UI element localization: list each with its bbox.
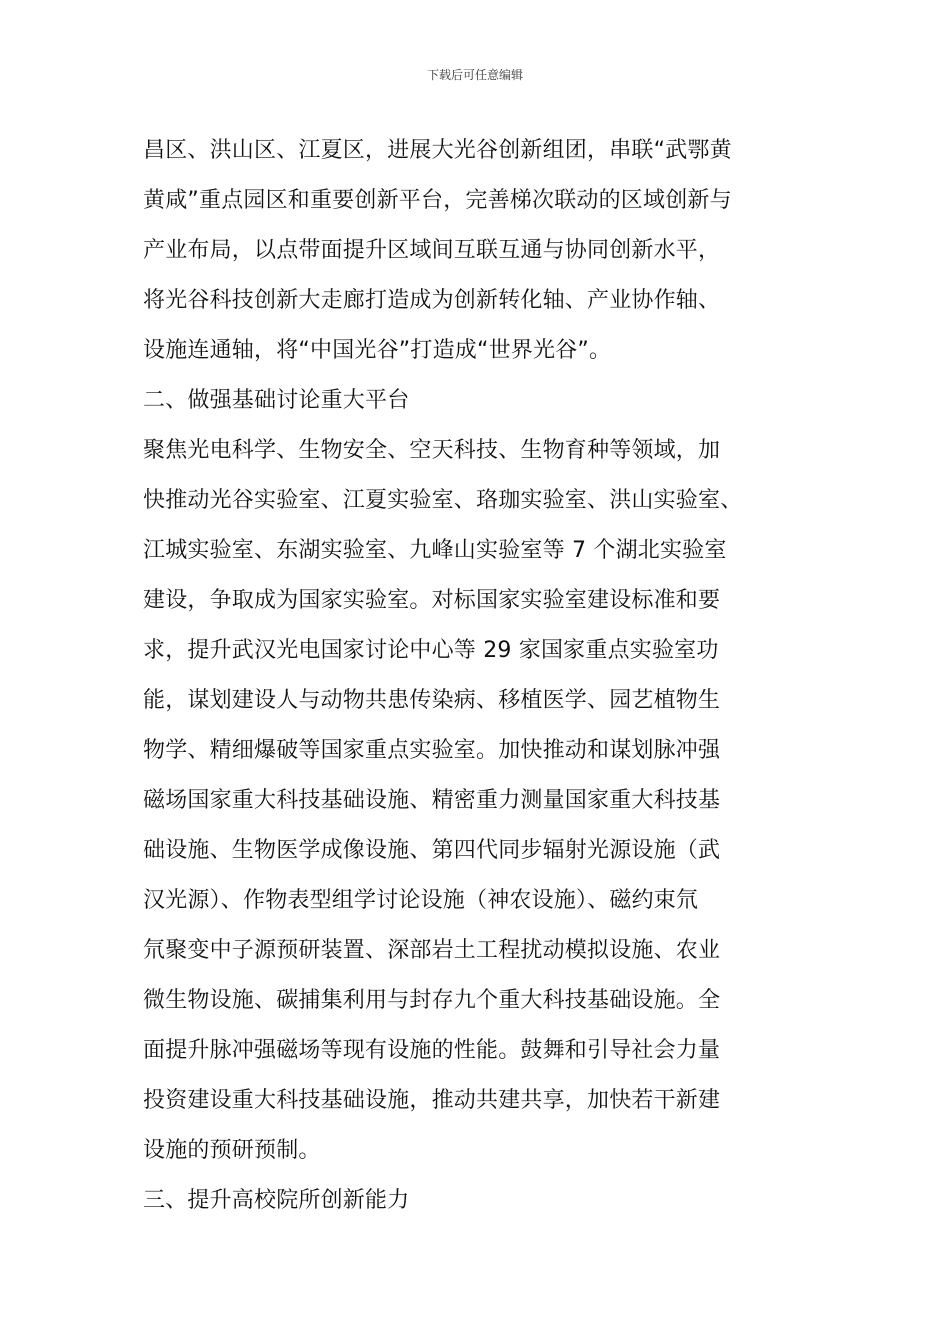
document-body [143, 126, 743, 1226]
paragraph-line: 快推动光谷实验室、江夏实验室、珞珈实验室、洪山实验室、 [143, 488, 743, 513]
paragraph-line: 产业布局，以点带面提升区域间互联互通与协同创新水平， [143, 238, 721, 263]
paragraph-line: 能，谋划建设人与动物共患传染病、移植医学、园艺植物生 [143, 688, 721, 713]
paragraph-line: 江城实验室、东湖实验室、九峰山实验室等 7 个湖北实验室 [143, 538, 727, 563]
paragraph-line: 黄咸”重点园区和重要创新平台，完善梯次联动的区域创新与 [143, 188, 732, 213]
paragraph-line: 昌区、洪山区、江夏区，进展大光谷创新组团，串联“武鄂黄 [143, 138, 732, 163]
paragraph-line: 础设施、生物医学成像设施、第四代同步辐射光源设施（武 [143, 838, 721, 863]
paragraph-line: 设施连通轴，将“中国光谷”打造成“世界光谷”。 [143, 338, 612, 363]
paragraph-line: 微生物设施、碳捕集利用与封存九个重大科技基础设施。全 [143, 988, 721, 1013]
paragraph-line: 求，提升武汉光电国家讨论中心等 29 家国家重点实验室功 [143, 638, 719, 663]
paragraph-line: 物学、精细爆破等国家重点实验室。加快推动和谋划脉冲强 [143, 738, 721, 763]
section-heading: 二、做强基础讨论重大平台 [143, 388, 410, 413]
paragraph-line: 聚焦光电科学、生物安全、空天科技、生物育种等领域，加 [143, 438, 721, 463]
paragraph-line: 建设，争取成为国家实验室。对标国家实验室建设标准和要 [143, 588, 721, 613]
paragraph-line: 设施的预研预制。 [143, 1138, 321, 1163]
paragraph-line: 磁场国家重大科技基础设施、精密重力测量国家重大科技基 [143, 788, 721, 813]
paragraph-line: 氘聚变中子源预研装置、深部岩土工程扰动模拟设施、农业 [143, 938, 721, 963]
paragraph-line: 将光谷科技创新大走廊打造成为创新转化轴、产业协作轴、 [143, 288, 721, 313]
page-header: 下载后可任意编辑 [426, 68, 523, 82]
section-heading: 三、提升高校院所创新能力 [143, 1188, 410, 1213]
paragraph-line: 面提升脉冲强磁场等现有设施的性能。鼓舞和引导社会力量 [143, 1038, 721, 1063]
paragraph-line: 投资建设重大科技基础设施，推动共建共享，加快若干新建 [143, 1088, 721, 1113]
paragraph-line: 汉光源）、作物表型组学讨论设施（神农设施）、磁约束氘 [143, 888, 699, 913]
